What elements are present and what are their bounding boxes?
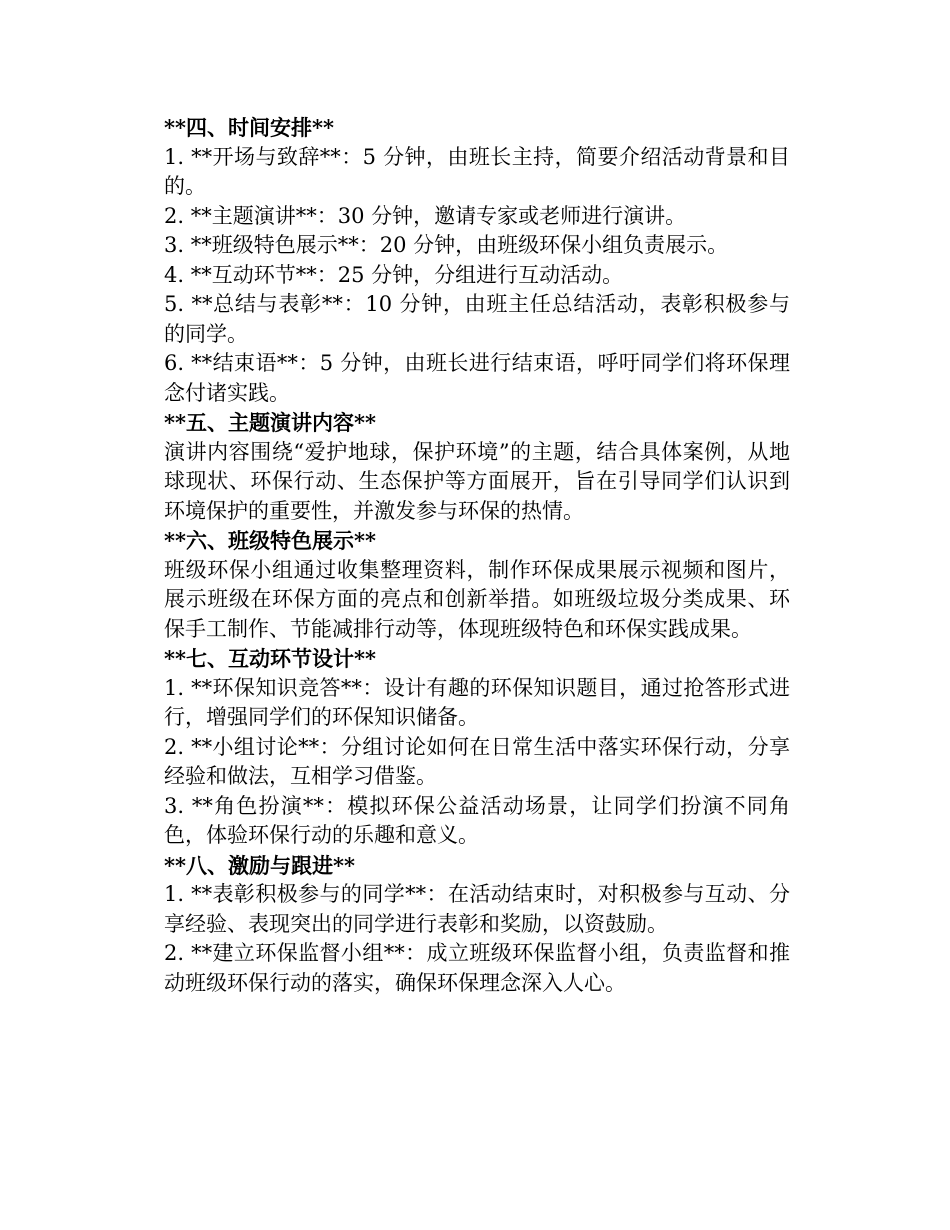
section-heading-schedule: **四、时间安排** (164, 115, 334, 140)
interaction-item-discussion: 2. **小组讨论**：分组讨论如何在日常生活中落实环保行动，分享经验和做法，互相学习借鉴。 (164, 734, 790, 788)
section-heading-keynote: **五、主题演讲内容** (164, 410, 376, 435)
incentive-item-recognition: 1. **表彰积极参与的同学**：在活动结束时，对积极参与互动、分享经验、表现突出的同学进行表彰和奖励，以资鼓励。 (164, 882, 790, 936)
interaction-item-roleplay: 3. **角色扮演**：模拟环保公益活动场景，让同学们扮演不同角色，体验环保行动的乐趣和意义。 (164, 793, 790, 847)
schedule-item-showcase: 3. **班级特色展示**：20 分钟，由班级环保小组负责展示。 (164, 233, 729, 257)
schedule-item-interaction: 4. **互动环节**：25 分钟，分组进行互动活动。 (164, 262, 624, 287)
interaction-item-quiz: 1. **环保知识竞答**：设计有趣的环保知识题目，通过抢答形式进行，增强同学们的环保知识储备。 (164, 675, 790, 729)
keynote-paragraph: 演讲内容围绕“爱护地球，保护环境”的主题，结合具体案例，从地球现状、环保行动、生态保护等方面展开，旨在引导同学们认识到环境保护的重要性，并激发参与环保的热情。 (164, 439, 790, 523)
incentive-item-supervision: 2. **建立环保监督小组**：成立班级环保监督小组，负责监督和推动班级环保行动的落实，确保环保理念深入人心。 (164, 941, 790, 995)
showcase-paragraph: 班级环保小组通过收集整理资料，制作环保成果展示视频和图片，展示班级在环保方面的亮点和创新举措。如班级垃圾分类成果、环保手工制作、节能减排行动等，体现班级特色和环保实践成果。 (164, 557, 790, 641)
section-heading-incentives: **八、激励与跟进** (164, 852, 355, 878)
document-body (164, 113, 790, 998)
schedule-item-keynote: 2. **主题演讲**：30 分钟，邀请专家或老师进行演讲。 (164, 203, 687, 228)
section-heading-interaction: **七、互动环节设计** (164, 646, 376, 671)
schedule-item-opening: 1. **开场与致辞**：5 分钟，由班长主持，简要介绍活动背景和目的。 (164, 144, 790, 198)
section-heading-showcase: **六、班级特色展示** (164, 528, 376, 553)
schedule-item-summary: 5. **总结与表彰**：10 分钟，由班主任总结活动，表彰积极参与的同学。 (164, 292, 790, 346)
schedule-item-closing: 6. **结束语**：5 分钟，由班长进行结束语，呼吁同学们将环保理念付诸实践。 (164, 351, 790, 405)
